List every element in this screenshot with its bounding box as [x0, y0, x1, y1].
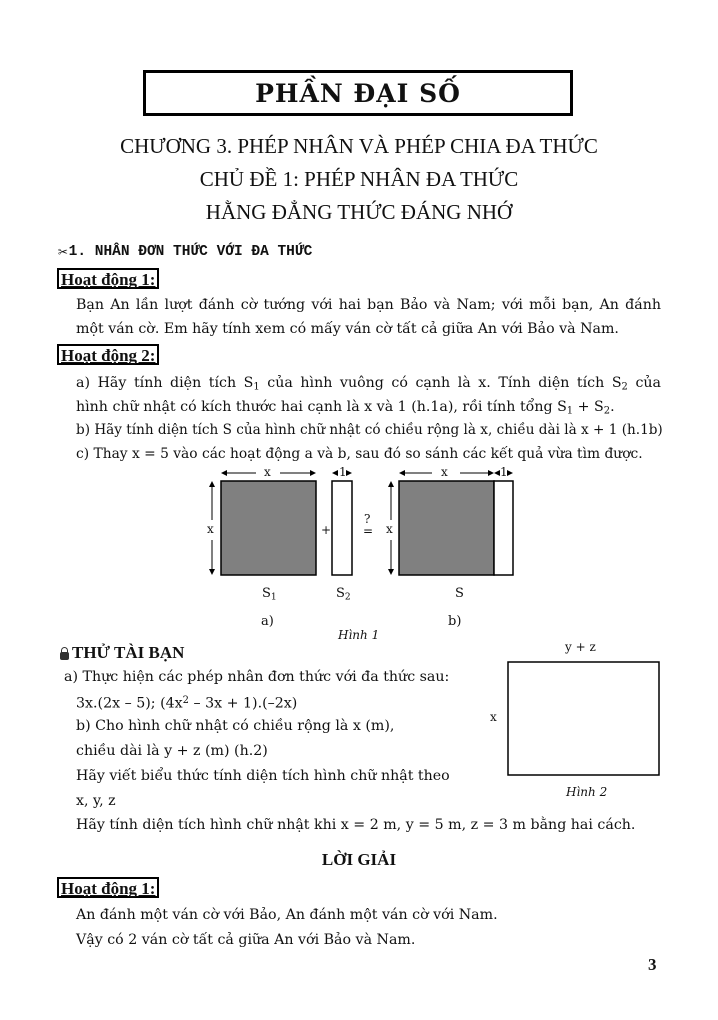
text: của — [627, 375, 661, 391]
lock-icon — [60, 647, 69, 660]
label-equals: = — [363, 524, 374, 538]
label-s: S — [455, 586, 464, 601]
try-b-line2: chiều dài là y + z (m) (h.2) — [76, 743, 268, 759]
solution-line2: Vậy có 2 ván cờ tất cả giữa An với Bảo và Nam. — [76, 932, 416, 948]
solution-line1: An đánh một ván cờ với Bảo, An đánh một ván cờ với Nam. — [76, 907, 498, 923]
label-s1 — [262, 586, 277, 602]
try-a-line1: a) Thực hiện các phép nhân đơn thức với đa thức sau: — [64, 669, 450, 685]
label-plus: + — [321, 523, 332, 537]
try-b-line1: b) Cho hình chữ nhật có chiều rộng là x (m), — [76, 718, 395, 734]
square-s1 — [221, 481, 316, 575]
subscript: 2 — [621, 381, 628, 393]
activity1-label: Hoạt động 1: — [57, 268, 159, 289]
subscript: 1 — [566, 405, 574, 417]
text: – 3x + 1).(–2x) — [188, 695, 298, 712]
figure2-top-label: y + z — [565, 640, 596, 654]
try-b-line3: Hãy viết biểu thức tính diện tích hình chữ nhật theo — [76, 768, 450, 784]
label-x-left-s: x — [386, 522, 393, 536]
try-it-heading — [60, 643, 184, 663]
try-it-title: THỬ TÀI BẠN — [72, 643, 185, 662]
label-x-left-s1: x — [207, 522, 214, 536]
figure1-caption: Hình 1 — [338, 628, 380, 642]
page-number: 3 — [648, 955, 657, 974]
solution-activity1-label: Hoạt động 1: — [57, 877, 159, 898]
solution-title: LỜI GIẢI — [321, 850, 397, 869]
text: . — [610, 399, 615, 415]
rect-s-gray — [399, 481, 494, 575]
figure2-caption: Hình 2 — [566, 785, 608, 799]
section-title: 1. NHÂN ĐƠN THỨC VỚI ĐA THỨC — [68, 244, 313, 260]
label-x-top-s: x — [441, 465, 448, 479]
try-a-line2 — [76, 689, 297, 715]
label-s2 — [336, 586, 351, 602]
subscript: 2 — [603, 405, 611, 417]
label-1-s2: 1 — [339, 465, 347, 479]
rect-s2 — [332, 481, 352, 575]
chapter-title: CHƯƠNG 3. PHÉP NHÂN VÀ PHÉP CHIA ĐA THỨC — [120, 134, 598, 158]
subscript: 1 — [253, 381, 260, 393]
subscript: 2 — [344, 592, 351, 603]
activity2-c: c) Thay x = 5 vào các hoạt động a và b, sau đó so sánh các kết quả vừa tìm được. — [76, 446, 643, 462]
label-x-top-s1: x — [264, 465, 271, 479]
try-b-line5: Hãy tính diện tích hình chữ nhật khi x = 2 m, y = 5 m, z = 3 m bằng hai cách. — [76, 817, 636, 833]
part-a-label: a) — [261, 614, 274, 629]
activity2-label: Hoạt động 2: — [57, 344, 159, 365]
try-b-line4: x, y, z — [76, 793, 116, 809]
figure2-side-label: x — [490, 710, 497, 724]
topic-title: CHỦ ĐỀ 1: PHÉP NHÂN ĐA THỨC — [199, 167, 519, 191]
subtopic-title: HẰNG ĐẲNG THỨC ĐÁNG NHỚ — [205, 200, 513, 224]
scissors-icon: ✂ — [58, 244, 68, 262]
part-title: PHẦN ĐẠI SỐ — [255, 78, 461, 108]
text: + S — [573, 399, 604, 415]
text: a) Hãy tính diện tích S — [76, 375, 254, 391]
activity2-b: b) Hãy tính diện tích S của hình chữ nhật có chiều rộng là x, chiều dài là x + 1 (h.1b) — [76, 422, 663, 438]
label-1-s: 1 — [500, 465, 508, 479]
part-b-label: b) — [448, 614, 462, 629]
text: S — [262, 586, 271, 601]
activity1-line1: Bạn An lần lượt đánh cờ tướng với hai bạn Bảo và Nam; với mỗi bạn, An đánh — [76, 297, 661, 313]
text: hình chữ nhật có kích thước hai cạnh là x và 1 (h.1a), rồi tính tổng S — [76, 399, 567, 415]
label-question: ? — [364, 512, 371, 526]
subscript: 1 — [270, 592, 277, 603]
text: 3x.(2x – 5); (4x — [76, 695, 183, 712]
text: S — [336, 586, 345, 601]
superscript: 2 — [182, 695, 189, 706]
text: của hình vuông có cạnh là x. Tính diện tích S — [259, 375, 622, 391]
rect-s-strip — [494, 481, 513, 575]
rectangle-h2 — [508, 662, 659, 775]
activity1-line2: một ván cờ. Em hãy tính xem có mấy ván cờ tất cả giữa An với Bảo và Nam. — [76, 321, 619, 337]
